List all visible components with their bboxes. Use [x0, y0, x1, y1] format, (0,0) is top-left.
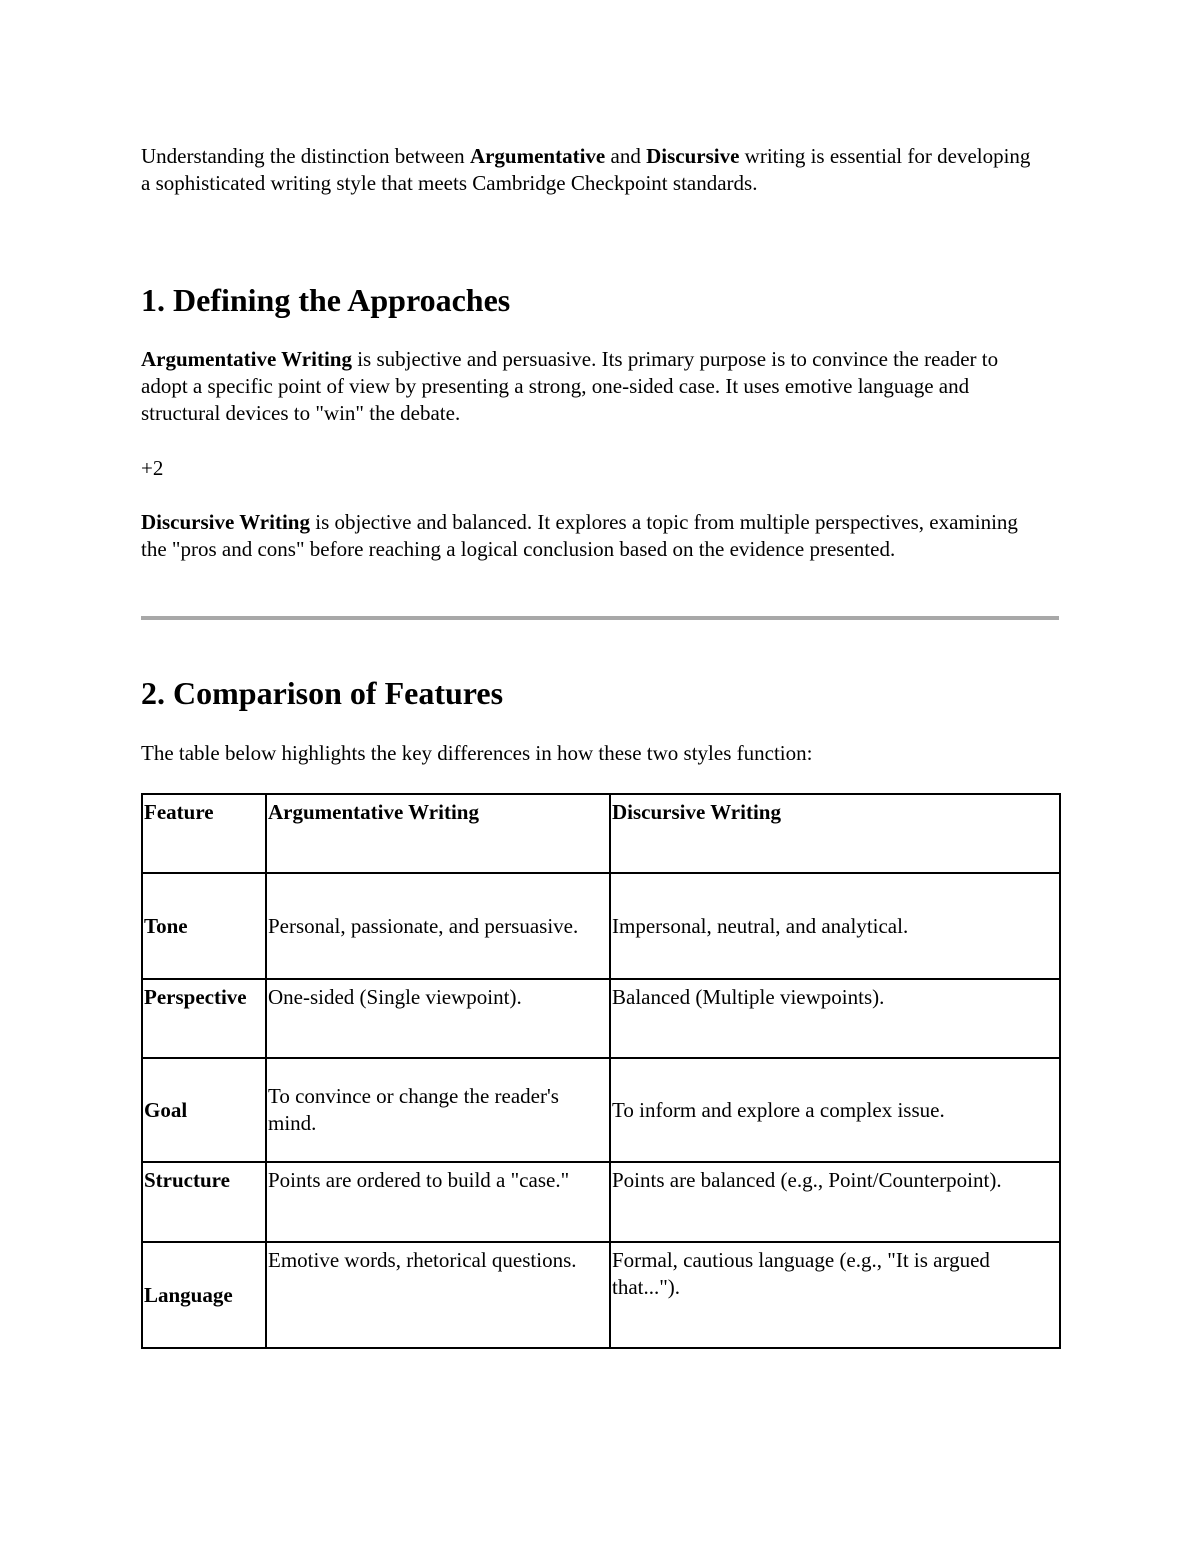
table-row — [142, 1162, 1060, 1242]
row-argumentative: Personal, passionate, and persuasive. — [266, 873, 610, 979]
discursive-term: Discursive Writing — [141, 510, 310, 534]
row-discursive: To inform and explore a complex issue. — [610, 1058, 1060, 1162]
row-feature: Perspective — [142, 979, 266, 1058]
intro-term-discursive: Discursive — [646, 144, 740, 168]
row-argumentative: Emotive words, rhetorical questions. — [266, 1242, 610, 1348]
section1-heading: 1. Defining the Approaches — [141, 282, 511, 318]
row-argumentative: To convince or change the reader's mind. — [266, 1058, 610, 1162]
table-row — [142, 873, 1060, 979]
row-discursive: Points are balanced (e.g., Point/Counterpoint). — [610, 1162, 1060, 1242]
row-discursive: Impersonal, neutral, and analytical. — [610, 873, 1060, 979]
row-argumentative: Points are ordered to build a "case." — [266, 1162, 610, 1242]
intro-term-argumentative: Argumentative — [469, 144, 606, 168]
row-argumentative: One-sided (Single viewpoint). — [266, 979, 610, 1058]
header-argumentative: Argumentative Writing — [266, 794, 610, 873]
marker-text: +2 — [141, 456, 164, 480]
row-feature: Tone — [142, 873, 266, 979]
header-feature: Feature — [142, 794, 266, 873]
table-row — [142, 1058, 1060, 1162]
horizontal-divider — [141, 616, 1059, 620]
header-discursive: Discursive Writing — [610, 794, 1060, 873]
intro-paragraph — [141, 143, 1041, 197]
row-feature: Structure — [142, 1162, 266, 1242]
intro-text: and — [605, 144, 647, 168]
table-row — [142, 1242, 1060, 1348]
argumentative-term: Argumentative Writing — [141, 347, 352, 371]
comparison-table — [141, 793, 1061, 1349]
argumentative-text: is subjective and persuasive. Its primary purpose is to convince the reader to adopt a specific point of view by presenting a strong, one-sided case. It uses emotive language and structural devices to "win" the debate. — [141, 347, 999, 425]
discursive-definition — [141, 509, 1041, 563]
discursive-text: is objective and balanced. It explores a topic from multiple perspectives, examining the "pros and cons" before reaching a logical conclusion based on the evidence presented. — [141, 510, 1018, 561]
row-feature: Language — [142, 1242, 266, 1348]
table-intro: The table below highlights the key differences in how these two styles function: — [141, 741, 813, 765]
row-discursive: Formal, cautious language (e.g., "It is argued that..."). — [610, 1242, 1060, 1348]
table-row — [142, 979, 1060, 1058]
table-header-row — [142, 794, 1060, 873]
intro-text: Understanding the distinction between — [141, 144, 470, 168]
row-discursive: Balanced (Multiple viewpoints). — [610, 979, 1060, 1058]
section2-heading: 2. Comparison of Features — [141, 675, 504, 711]
argumentative-definition — [141, 346, 1041, 427]
row-feature: Goal — [142, 1058, 266, 1162]
intro-text: writing is essential for developing a sophisticated writing style that meets Cambridge Checkpoint standards. — [141, 144, 1031, 195]
